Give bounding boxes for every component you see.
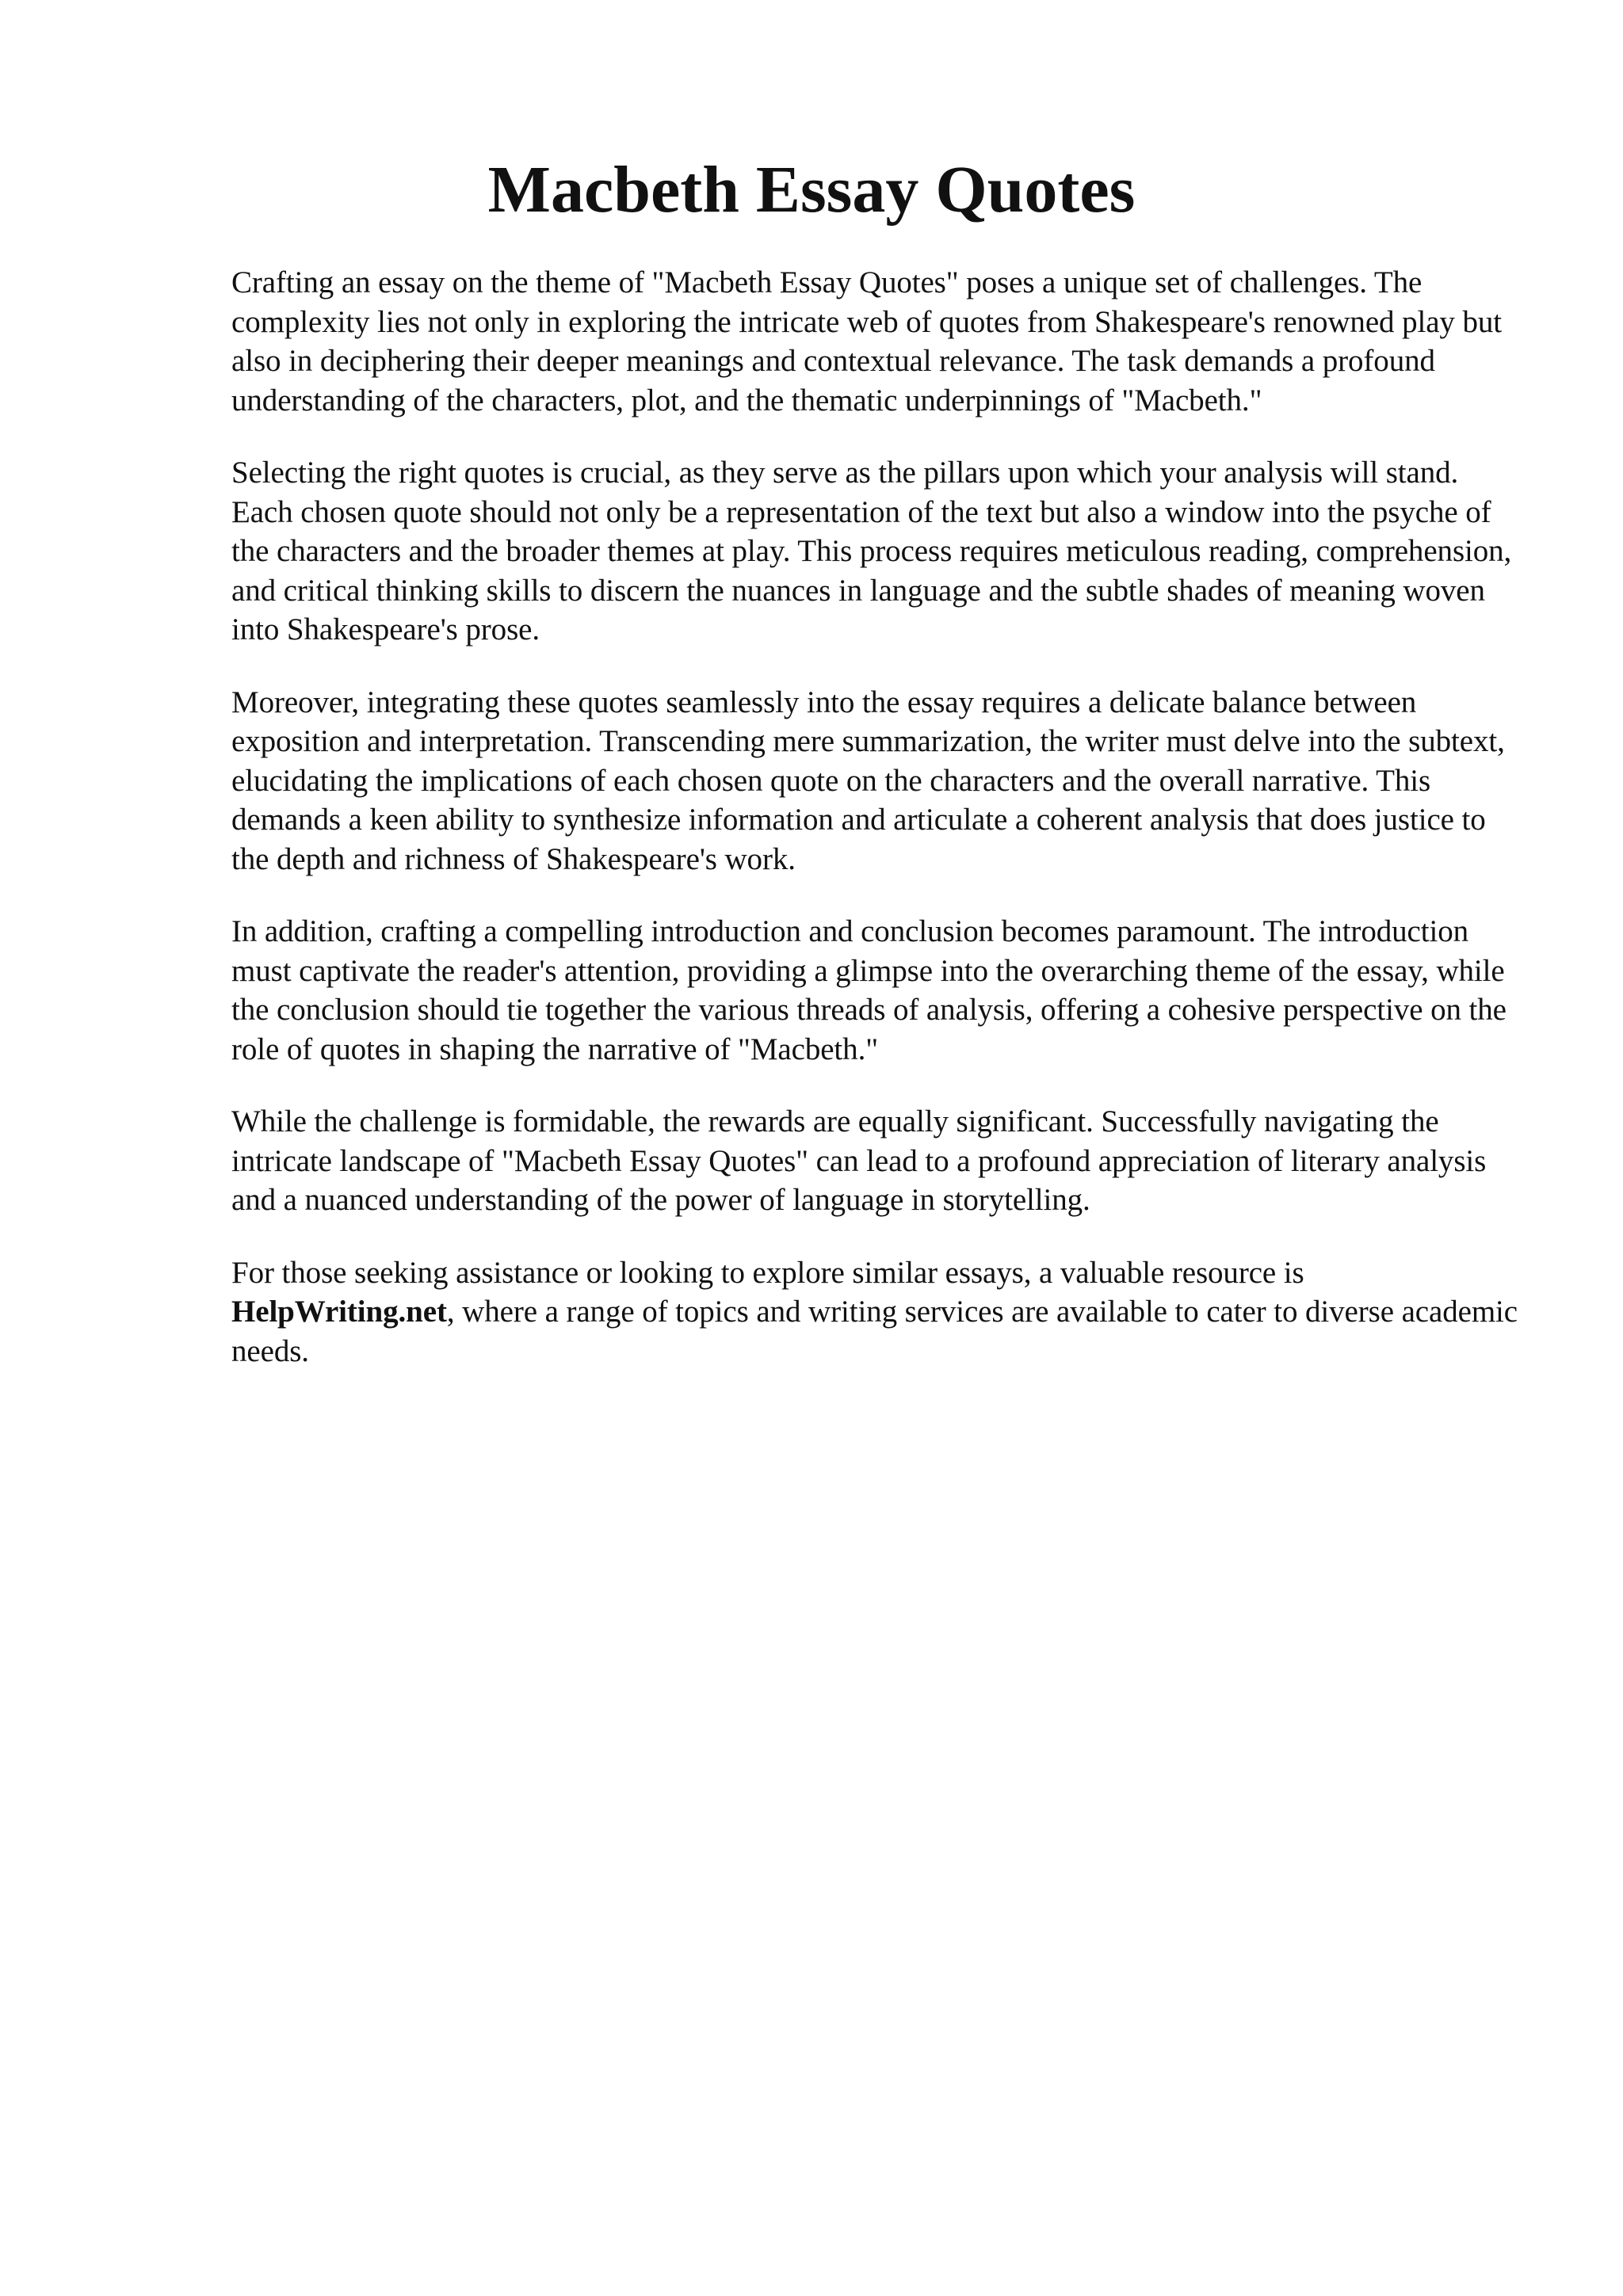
closing-text-before-link: For those seeking assistance or looking to explore similar essays, a valuable resource is xyxy=(231,1255,1304,1290)
page-title: Macbeth Essay Quotes xyxy=(487,153,1136,227)
closing-paragraph xyxy=(231,1253,1523,1371)
paragraph-5: While the challenge is formidable, the rewards are equally significant. Successfully navigating the intricate landscape of "Macbeth Essay Quotes" can lead to a profound appreciation of literary analysis and a nuanced understanding of the power of language in storytelling. xyxy=(231,1104,1487,1217)
closing-text-after-link: , where a range of topics and writing services are available to cater to diverse academic needs. xyxy=(231,1295,1518,1368)
paragraph-4: In addition, crafting a compelling introduction and conclusion becomes paramount. The introduction must captivate the reader's attention, providing a glimpse into the overarching theme of the essay, while the conclusion should tie together the various threads of analysis, offering a cohesive perspective on the role of quotes in shaping the narrative of "Macbeth." xyxy=(231,914,1507,1066)
essay-body xyxy=(231,263,1523,1404)
paragraph-1: Crafting an essay on the theme of "Macbeth Essay Quotes" poses a unique set of challenges. The complexity lies not only in exploring the intricate web of quotes from Shakespeare's renowned play but also in deciphering their deeper meanings and contextual relevance. The task demands a profound understanding of the characters, plot, and the thematic underpinnings of "Macbeth." xyxy=(231,265,1503,418)
paragraph-2: Selecting the right quotes is crucial, as they serve as the pillars upon which your analysis will stand. Each chosen quote should not only be a representation of the text but also a window into the psyche of the characters and the broader themes at play. This process requires meticulous reading, comprehension, and critical thinking skills to discern the nuances in language and the subtle shades of meaning woven into Shakespeare's prose. xyxy=(231,456,1512,646)
helpwriting-link[interactable]: HelpWriting.net xyxy=(231,1295,447,1329)
paragraph-3: Moreover, integrating these quotes seamlessly into the essay requires a delicate balance between exposition and interpretation. Transcending mere summarization, the writer must delve into the subtext, elucidating the implications of each chosen quote on the characters and the overall narrative. This demands a keen ability to synthesize information and articulate a coherent analysis that does justice to the depth and richness of Shakespeare's work. xyxy=(231,685,1505,876)
